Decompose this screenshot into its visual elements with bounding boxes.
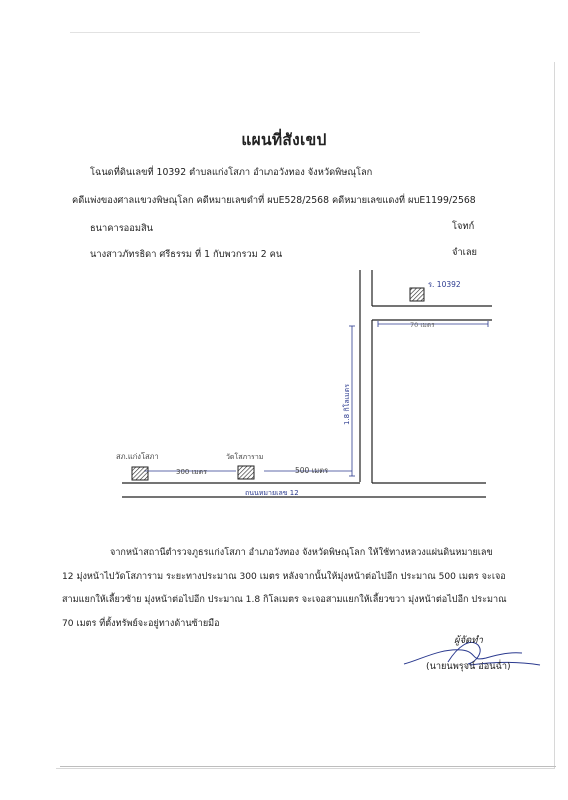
temple-marker [238, 466, 254, 479]
defendant-name: นางสาวภัทรธิดา ศรีธรรม ที่ 1 กับพวกรวม 2 คน [90, 249, 283, 260]
distance-500m-label: 500 เมตร [295, 466, 329, 475]
temple-label: วัดโสภาราม [226, 453, 264, 461]
deed-label: ร. 10392 [428, 280, 461, 289]
distance-300m-label: 300 เมตร [176, 468, 207, 476]
signature-role: ผู้จัดทำ [454, 635, 483, 646]
police-station-marker [132, 467, 148, 480]
police-station-label: สภ.แก่งโสภา [116, 452, 159, 461]
deed-line: โฉนดที่ดินเลขที่ 10392 ตำบลแก่งโสภา อำเภอวังทอง จังหวัดพิษณุโลก [90, 167, 373, 178]
case-line: คดีแพ่งของศาลแขวงพิษณุโลก คดีหมายเลขดำที่ ผบE528/2568 คดีหมายเลขแดงที่ ผบE1199/2568 [72, 195, 476, 206]
distance-arrows [144, 321, 488, 476]
bottom-rule [60, 766, 556, 767]
directions-paragraph [62, 542, 507, 636]
directions-line-2: 12 มุ่งหน้าไปวัดโสภาราม ระยะทางประมาณ 300 เมตร หลังจากนั้นให้มุ่งหน้าต่อไปอีก ประมาณ 500 เมตร จะเจอ [62, 571, 506, 582]
property-marker [410, 288, 424, 301]
plaintiff-role: โจทก์ [452, 221, 475, 232]
distance-1-8km-label: 1.8 กิโลเมตร [343, 384, 351, 425]
directions-line-4: 70 เมตร ที่ตั้งทรัพย์จะอยู่ทางด้านซ้ายมือ [62, 618, 220, 629]
road-network [122, 270, 492, 497]
directions-line-1: จากหน้าสถานีตำรวจภูธรแก่งโสภา อำเภอวังทอง จังหวัดพิษณุโลก ให้ใช้ทางหลวงแผ่นดินหมายเลข [110, 548, 493, 558]
road-label: ถนนหมายเลข 12 [245, 489, 299, 497]
directions-line-3: สามแยกให้เลี้ยวซ้าย มุ่งหน้าต่อไปอีก ประมาณ 1.8 กิโลเมตร จะเจอสามแยกให้เลี้ยวขวา มุ่งหน้าต่อไปอีก ประมาณ [62, 595, 507, 605]
defendant-role: จำเลย [452, 247, 477, 258]
page-title: แผนที่สังเขป [241, 131, 327, 149]
signature-name: (นายนพรุจน์ อ่อนฉ่ำ) [426, 661, 511, 672]
plaintiff-name: ธนาคารออมสิน [90, 223, 154, 234]
distance-70m-label: 70 เมตร [410, 321, 435, 329]
